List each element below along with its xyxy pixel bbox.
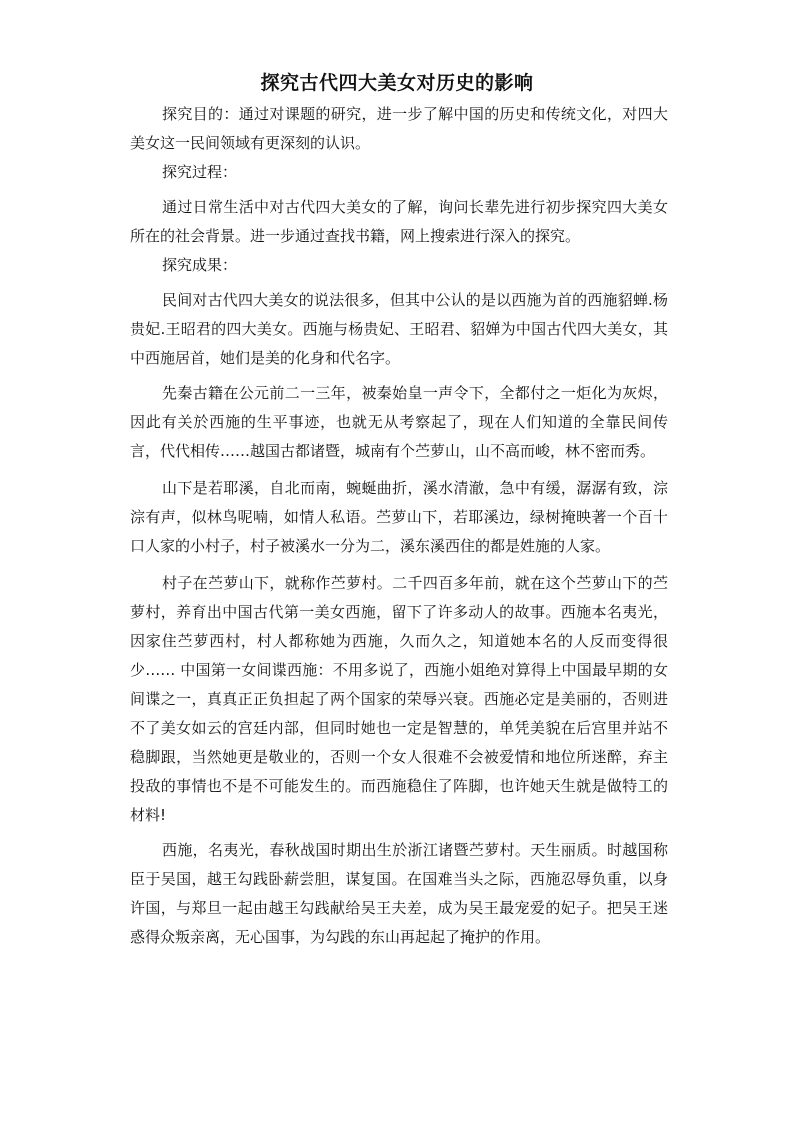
document-body bbox=[130, 100, 668, 952]
paragraph-process-heading: 探究过程： bbox=[162, 163, 238, 181]
document-title: 探究古代四大美女对历史的影响 bbox=[260, 72, 534, 94]
paragraph-ancient-books: 先秦古籍在公元前二一三年，被秦始皇一声令下，全都付之一炬化为灰烬，因此有关於西施的生平事迹，也就无从考察起了，现在人们知道的全靠民间传言，代代相传……越国古都诸暨，城南有个苎萝山，山不高而峻，林不密而秀。 bbox=[130, 384, 668, 460]
paragraph-process: 通过日常生活中对古代四大美女的了解，询问长辈先进行初步探究四大美女所在的社会背景。进一步通过查找书籍，网上搜索进行深入的探究。 bbox=[130, 198, 668, 245]
paragraph-zhuluo-village: 村子在苎萝山下，就称作苎萝村。二千四百多年前，就在这个苎萝山下的苎萝村，养育出中国古代第一美女西施，留下了许多动人的故事。西施本名夷光，因家住苎萝西村，村人都称她为西施，久而久之，知道她本名的人反而变得很少…… 中国第一女间谍西施：不用多说了，西施小姐绝对算得上中国最早期的女间谍之一，真真正正负担起了两个国家的荣辱兴衰。西施必定是美丽的，否则进不了美女如云的宫廷内部，但同时她也一定是智慧的，单凭美貌在后宫里并站不稳脚跟，当然她更是敬业的，否则一个女人很难不会被爱情和地位所迷醉，弃主投敌的事情也不是不可能发生的。而西施稳住了阵脚，也许她天生就是做特工的材料! bbox=[130, 574, 668, 824]
paragraph-ruoye-stream: 山下是若耶溪，自北而南，蜿蜒曲折，溪水清澈，急中有缓，潺潺有致，淙淙有声，似林鸟呢喃，如情人私语。苎萝山下，若耶溪边，绿树掩映著一个百十口人家的小村子，村子被溪水一分为二，溪东溪西住的都是姓施的人家。 bbox=[130, 479, 668, 555]
paragraph-four-beauties: 民间对古代四大美女的说法很多，但其中公认的是以西施为首的西施貂蝉.杨贵妃.王昭君的四大美女。西施与杨贵妃、王昭君、貂婵为中国古代四大美女，其中西施居首，她们是美的化身和代名字。 bbox=[130, 291, 668, 367]
paragraph-purpose: 探究目的：通过对课题的研究，进一步了解中国的历史和传统文化，对四大美女这一民间领域有更深刻的认识。 bbox=[130, 105, 668, 152]
paragraph-results-heading: 探究成果： bbox=[162, 256, 238, 274]
paragraph-xishi-bio: 西施，名夷光，春秋战国时期出生於浙江诸暨苎萝村。天生丽质。时越国称臣于吴国，越王勾践卧薪尝胆，谋复国。在国难当头之际，西施忍辱负重，以身许国，与郑旦一起由越王勾践献给吴王夫差，成为吴王最宠爱的妃子。把吴王迷惑得众叛亲离，无心国事，为勾践的东山再起起了掩护的作用。 bbox=[130, 841, 668, 946]
